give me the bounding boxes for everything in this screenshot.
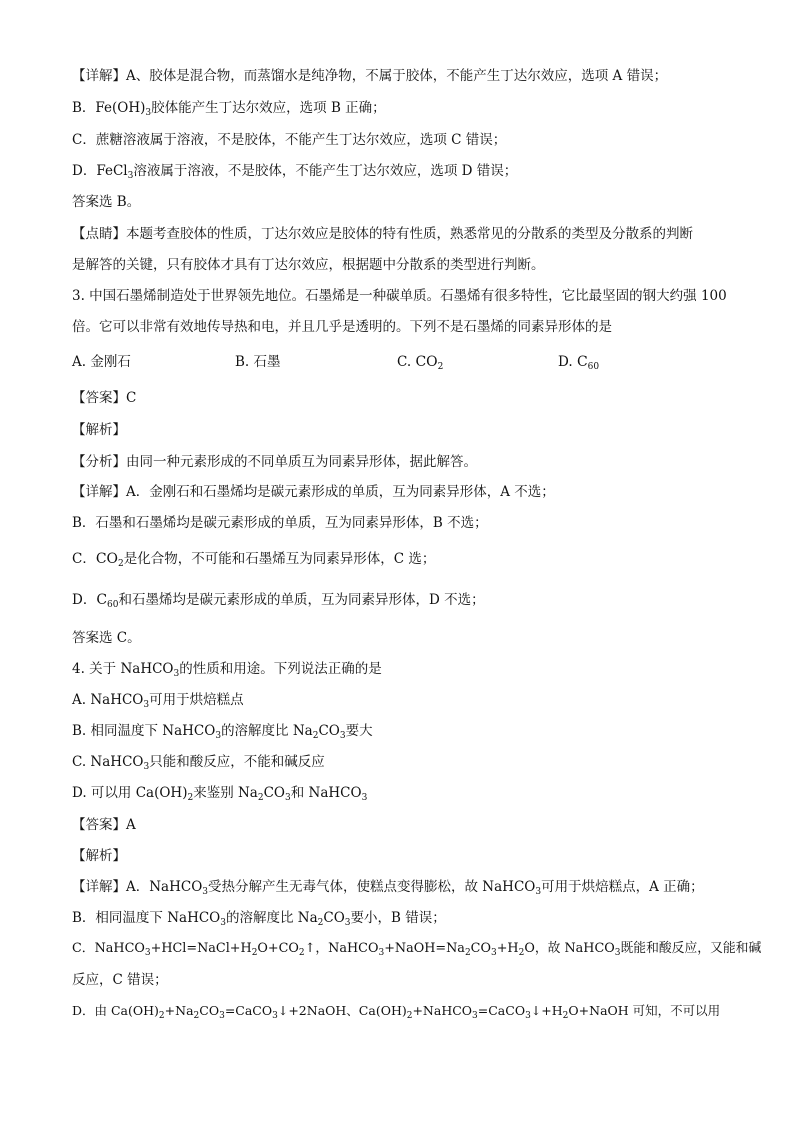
text-line [72,628,141,648]
text-segment: A. NaHCO [72,692,144,708]
text-segment: 【解析】 [72,848,126,864]
text-segment: 【详解】A．NaHCO [72,879,203,895]
text-segment: C．蔗糖溶液属于溶液，不是胶体，不能产生丁达尔效应，选项 C 错误； [72,132,507,148]
text-segment: 是解答的关键，只有胶体才具有丁达尔效应，根据题中分散系的类型进行判断。 [72,257,545,273]
subscript: 2 [187,793,194,803]
text-line [72,192,140,212]
subscript: 2 [518,948,525,958]
text-line [72,590,485,610]
text-line [72,1001,720,1021]
answer-4 [72,815,136,835]
text-segment: B．相同温度下 NaHCO [72,910,221,926]
subscript: 2 [193,1011,200,1021]
subscript: 3 [219,1011,225,1021]
option-c [72,752,325,772]
subscript: 2 [257,793,264,803]
text-segment: 4. 关于 NaHCO [72,661,174,677]
text-segment: 只能和酸反应，不能和碱反应 [149,754,325,770]
text-segment: CO [318,723,340,739]
subscript: 3 [145,108,152,118]
text-line [72,482,555,502]
text-segment: 要小，B 错误； [350,910,446,926]
text-segment: +NaOH=Na [384,941,465,956]
text-segment: 胶体能产生丁达尔效应，选项 B 正确； [151,100,386,116]
option-a [72,352,131,372]
answer-3 [72,388,136,408]
text-segment: 既能和酸反应，又能和碱 [620,941,762,956]
text-segment: 的溶解度比 Na [221,723,313,739]
text-segment: 反应，C 错误； [72,972,168,988]
text-segment: =CaCO [477,1003,526,1018]
subscript: 3 [378,948,385,958]
text-segment: C. [397,354,412,370]
text-segment: 答案选 C。 [72,630,141,646]
text-segment: 要大 [345,723,373,739]
subscript: 3 [361,793,368,803]
text-segment: +NaHCO [412,1003,473,1018]
subscript: 3 [127,171,134,181]
text-segment: ↓+H [530,1003,563,1018]
subscript: 2 [437,362,444,372]
subscript: 3 [344,918,351,928]
subscript: 2 [312,731,319,741]
subscript: 3 [285,793,291,803]
text-segment: 和 NaHCO [290,785,362,801]
text-segment: CO [199,1003,220,1018]
text-segment: C [576,354,588,370]
text-segment: C． [72,551,96,567]
text-segment: O+CO [257,941,299,956]
question-3-stem [72,317,612,337]
text-segment: C [96,592,108,608]
text-segment: +HCl=NaCl+H [150,941,252,956]
subscript: 3 [143,762,150,772]
question-3-stem [72,286,727,306]
text-segment: 的性质和用途。下列说法正确的是 [179,661,382,677]
subscript: 3 [173,669,180,679]
text-segment: B. 石墨 [235,354,281,370]
text-segment: 【解析】 [72,422,126,438]
text-segment: 【详解】A、胶体是混合物，而蒸馏水是纯净物，不属于胶体，不能产生丁达尔效应，选项 A 错误； [72,68,668,84]
text-line [72,255,545,275]
subscript: 2 [251,948,258,958]
text-segment: ↓+2NaOH、Ca(OH) [277,1003,407,1018]
subscript: 3 [339,731,346,741]
text-segment: 是化合物，不可能和石墨烯互为同素异形体，C 选； [123,551,436,567]
subscript: 3 [215,731,222,741]
analysis-heading-4 [72,846,126,866]
text-segment: B．Fe(OH) [72,100,146,116]
text-line [72,939,761,959]
subscript: 3 [143,700,150,710]
text-line [72,452,477,472]
subscript: 3 [202,887,209,897]
subscript: 3 [614,948,621,958]
subscript: 3 [525,1011,531,1021]
text-segment: O，故 NaHCO [524,941,615,956]
analysis-heading-3 [72,420,126,440]
text-segment: CO [415,354,438,370]
subscript: 2 [158,1011,165,1021]
option-d [558,352,599,372]
text-segment: D. 可以用 Ca(OH) [72,785,188,801]
text-segment: 【分析】由同一种元素形成的不同单质互为同素异形体，据此解答。 [72,454,477,470]
text-segment: +Na [164,1003,194,1018]
option-d [72,783,367,803]
text-segment: O+NaOH 可知，不可以用 [568,1003,721,1018]
question-4-stem [72,659,382,679]
option-b [235,352,281,372]
text-segment: CO [470,941,491,956]
subscript: 3 [144,948,151,958]
subscript: 2 [464,948,471,958]
text-segment: 【答案】C [72,390,137,406]
text-line [72,549,435,569]
text-segment: B. 相同温度下 NaHCO [72,723,216,739]
text-segment: 【详解】A．金刚石和石墨烯均是碳元素形成的单质，互为同素异形体，A 不选； [72,484,555,500]
text-line [72,161,517,181]
text-segment: 3. 中国石墨烯制造处于世界领先地位。石墨烯是一种碳单质。石墨烯有很多特性，它比最坚固的钢大约强 100 [72,288,727,304]
text-segment: 答案选 B。 [72,194,141,210]
text-line [72,98,386,118]
text-segment: CO [263,785,285,801]
text-line [72,66,667,86]
text-segment: D．由 Ca(OH) [72,1003,159,1018]
text-line [72,130,506,150]
text-segment: D. [558,354,573,370]
text-segment: ↑，NaHCO [304,941,379,956]
subscript: 3 [220,918,226,928]
subscript: 2 [406,1011,413,1021]
text-segment: +H [496,941,519,956]
text-segment: C．NaHCO [72,941,145,956]
subscript: 2 [118,559,124,569]
subscript: 2 [562,1011,569,1021]
text-segment: 来鉴别 Na [193,785,258,801]
subscript: 60 [587,362,600,372]
text-line [72,513,488,533]
subscript: 3 [472,1011,478,1021]
text-segment: 可用于烘焙糕点，A 正确； [541,879,704,895]
subscript: 2 [298,948,305,958]
text-segment: D．FeCl [72,163,128,179]
text-segment: 倍。它可以非常有效地传导热和电，并且几乎是透明的。下列不是石墨烯的同素异形体的是 [72,319,612,335]
text-segment: 和石墨烯均是碳元素形成的单质，互为同素异形体，D 不选； [118,592,485,608]
text-line [72,877,704,897]
subscript: 3 [535,887,542,897]
text-segment: 【答案】A [72,817,136,833]
text-segment: 受热分解产生无毒气体，使糕点变得膨松，故 NaHCO [208,879,536,895]
subscript: 3 [272,1011,278,1021]
option-a [72,690,244,710]
text-line [72,908,446,928]
text-segment: 的溶解度比 Na [225,910,318,926]
text-segment: C. NaHCO [72,754,144,770]
subscript: 60 [107,600,119,610]
option-b [72,721,373,741]
text-segment: CO [323,910,345,926]
text-segment: 【点睛】本题考查胶体的性质，丁达尔效应是胶体的特有性质，熟悉常见的分散系的类型及分散系的判断 [72,226,693,242]
text-segment: D． [72,592,97,608]
option-c [397,352,443,372]
subscript: 2 [317,918,324,928]
text-segment: B．石墨和石墨烯均是碳元素形成的单质，互为同素异形体，B 不选； [72,515,488,531]
text-line [72,970,168,990]
subscript: 3 [490,948,497,958]
text-segment: 可用于烘焙糕点 [149,692,244,708]
text-segment: A. 金刚石 [72,354,131,370]
text-segment: CO [95,551,119,567]
text-segment: 溶液属于溶液，不是胶体，不能产生丁达尔效应，选项 D 错误； [133,163,518,179]
text-line [72,224,693,244]
text-segment: =CaCO [224,1003,273,1018]
